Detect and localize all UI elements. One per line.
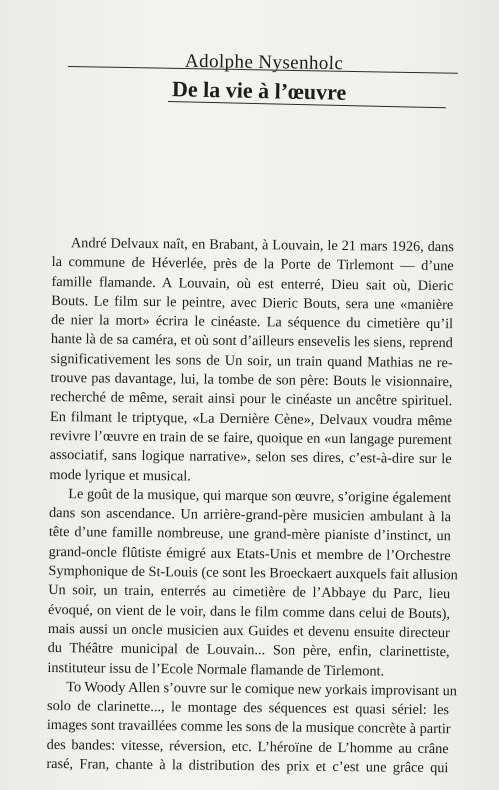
- text-line: dans son ascendance. Un arrière-grand-père musicien ambulant à la: [48, 505, 452, 526]
- text-line: Le goût de la musique, qui marque son œuvre, s’origine également: [68, 486, 452, 507]
- text-line: significativement les sons de Un soir, un train quand Mathias ne re-: [50, 350, 453, 371]
- text-line: du Théâtre municipal de Louvain... Son père, enfin, clarinettiste,: [47, 640, 450, 661]
- text-line: images sont travaillées comme les sons de la musique concrète à partir: [46, 717, 451, 738]
- text-line: grand-oncle flûtiste émigré aux Etats-Unis et membre de l’Orchestre: [48, 543, 451, 564]
- text-line: revivre l’œuvre en train de se faire, quoique en «un langage purement: [49, 427, 452, 449]
- text-line: la commune de Héverlée, près de la Porte de Tirlemont — d’une: [51, 254, 454, 275]
- paragraph-2: [47, 485, 458, 682]
- text-line: de nier la mort» écrira le cinéaste. La séquence du cimetière qu’il: [51, 312, 454, 333]
- text-line: instituteur issu de l’Ecole Normale flamande de Tirlemont.: [47, 659, 385, 680]
- text-line: To Woody Allen s’ouvre sur le comique new yorkais improvisant un: [66, 679, 458, 700]
- text-line: André Delvaux naît, en Brabant, à Louvain, le 21 mars 1926, dans: [70, 235, 454, 256]
- text-line: En filmant le triptyque, «La Dernière Cène», Delvaux voudra même: [50, 408, 453, 429]
- text-line: tête d’une famille nombreuse, une grand-mère pianiste d’instinct, un: [48, 524, 451, 545]
- text-line: Un soir, un train, enterrés au cimetière de l’Abbaye du Parc, lieu: [48, 582, 451, 603]
- text-line: mode lyrique et musical.: [49, 466, 191, 485]
- body-text: [46, 234, 458, 778]
- text-line: famille flamande. A Louvain, où est enterré, Dieu sait où, Dieric: [51, 273, 454, 294]
- chapter-title: De la vie à l’œuvre: [171, 76, 347, 105]
- text-line: solo de clarinette..., le montage des séquences est quasi sériel: les: [46, 698, 450, 719]
- paragraph-1: [49, 234, 454, 489]
- paragraph-3: [46, 678, 458, 779]
- text-line: rasé, Fran, chante à la distribution des prix et c’est une grâce qui: [46, 755, 449, 777]
- text-line: hante là de sa caméra, et où sont d’ailleurs ensevelis les siens, reprend: [50, 331, 453, 352]
- chapter-author: Adolphe Nysenholc: [184, 50, 344, 75]
- text-line: des bandes: vitesse, réversion, etc. L’héroïne de L’homme au crâne: [46, 736, 449, 757]
- text-line: associatif, sans logique narrative», selon ses dires, c’est-à-dire sur le: [49, 447, 452, 468]
- text-line: trouve pas davantage, lui, la tombe de son père: Bouts le visionnaire,: [50, 370, 453, 391]
- text-line: évoqué, on vient de le voir, dans le film comme dans celui de Bouts),: [47, 601, 451, 622]
- text-line: Symphonique de St-Louis (ce sont les Broeckaert auxquels fait allusion: [48, 563, 458, 584]
- text-line: recherché de même, serait ainsi pour le cinéaste un ancêtre spirituel.: [50, 389, 453, 410]
- text-line: Bouts. Le film sur le peintre, avec Dieric Bouts, sera une «manière: [51, 292, 454, 314]
- text-line: mais aussi un oncle musicien aux Guides et devenu ensuite directeur: [47, 620, 450, 642]
